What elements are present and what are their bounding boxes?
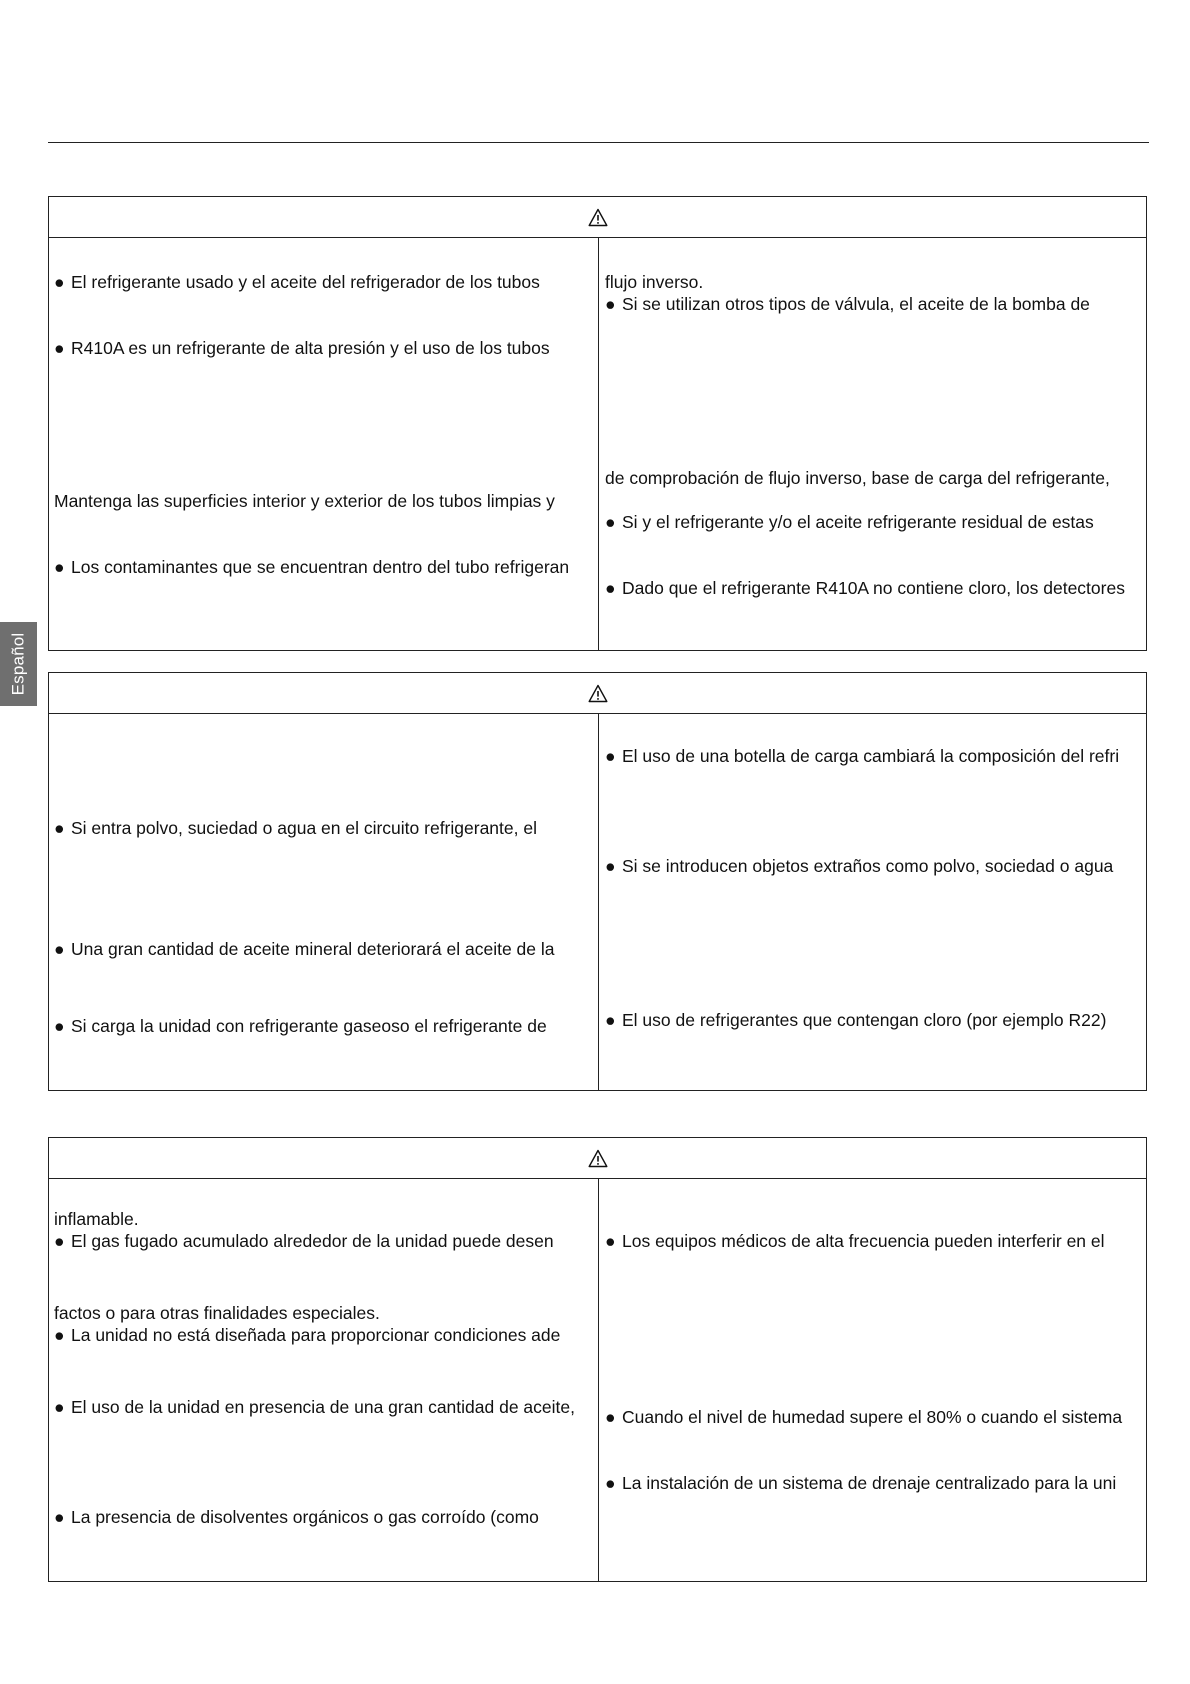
text-line: ● Si se utilizan otros tipos de válvula, el aceite de la bomba de xyxy=(605,294,1090,314)
language-tab-label: Español xyxy=(8,632,28,696)
top-rule xyxy=(48,142,1149,143)
caution-box-3-body xyxy=(49,1179,1146,1581)
text-line: ● La unidad no está diseñada para proporcionar condiciones ade xyxy=(54,1325,561,1345)
text-line: ● El gas fugado acumulado alrededor de la unidad puede desen xyxy=(54,1231,554,1251)
warning-icon xyxy=(588,208,608,227)
caution-box-1 xyxy=(48,196,1147,651)
text-line: ● Los contaminantes que se encuentran dentro del tubo refrigeran xyxy=(54,557,570,577)
text-line: ● Si y el refrigerante y/o el aceite refrigerante residual de estas xyxy=(605,512,1094,532)
text-line: ● El refrigerante usado y el aceite del refrigerador de los tubos xyxy=(54,272,540,292)
text-line: ● Si se introducen objetos extraños como polvo, sociedad o agua xyxy=(605,856,1114,876)
column-divider xyxy=(598,1179,599,1581)
warning-icon xyxy=(588,1149,608,1168)
text-line: ● Cuando el nivel de humedad supere el 80% o cuando el sistema xyxy=(605,1407,1123,1427)
caution-box-1-body xyxy=(49,238,1146,650)
column-divider xyxy=(598,238,599,650)
column-divider xyxy=(598,714,599,1090)
text-line: ● La presencia de disolventes orgánicos o gas corroído (como xyxy=(54,1507,539,1527)
text-line: inflamable. xyxy=(54,1209,139,1229)
caution-box-3-header xyxy=(49,1138,1146,1179)
caution-box-1-header xyxy=(49,197,1146,238)
text-line: ● Una gran cantidad de aceite mineral deteriorará el aceite de la xyxy=(54,939,555,959)
warning-icon xyxy=(588,684,608,703)
text-line: ● Dado que el refrigerante R410A no contiene cloro, los detectores xyxy=(605,578,1125,598)
text-line: ● El uso de una botella de carga cambiará la composición del refri xyxy=(605,746,1120,766)
caution-box-2-body xyxy=(49,714,1146,1090)
text-line: ● Los equipos médicos de alta frecuencia pueden interferir en el xyxy=(605,1231,1105,1251)
text-line: Mantenga las superficies interior y exterior de los tubos limpias y xyxy=(54,491,555,511)
language-tab xyxy=(0,622,37,706)
text-line: flujo inverso. xyxy=(605,272,704,292)
text-line: de comprobación de flujo inverso, base de carga del refrigerante, xyxy=(605,468,1110,488)
text-line: factos o para otras finalidades especiales. xyxy=(54,1303,380,1323)
text-line: ● Si entra polvo, suciedad o agua en el circuito refrigerante, el xyxy=(54,818,537,838)
text-line: ● La instalación de un sistema de drenaje centralizado para la uni xyxy=(605,1473,1117,1493)
text-line: ● El uso de la unidad en presencia de una gran cantidad de aceite, xyxy=(54,1397,575,1417)
text-line: ● Si carga la unidad con refrigerante gaseoso el refrigerante de xyxy=(54,1016,547,1036)
text-line: ● R410A es un refrigerante de alta presión y el uso de los tubos xyxy=(54,338,550,358)
caution-box-2-header xyxy=(49,673,1146,714)
text-line: ● El uso de refrigerantes que contengan cloro (por ejemplo R22) xyxy=(605,1010,1107,1030)
caution-box-3 xyxy=(48,1137,1147,1582)
caution-box-2 xyxy=(48,672,1147,1091)
